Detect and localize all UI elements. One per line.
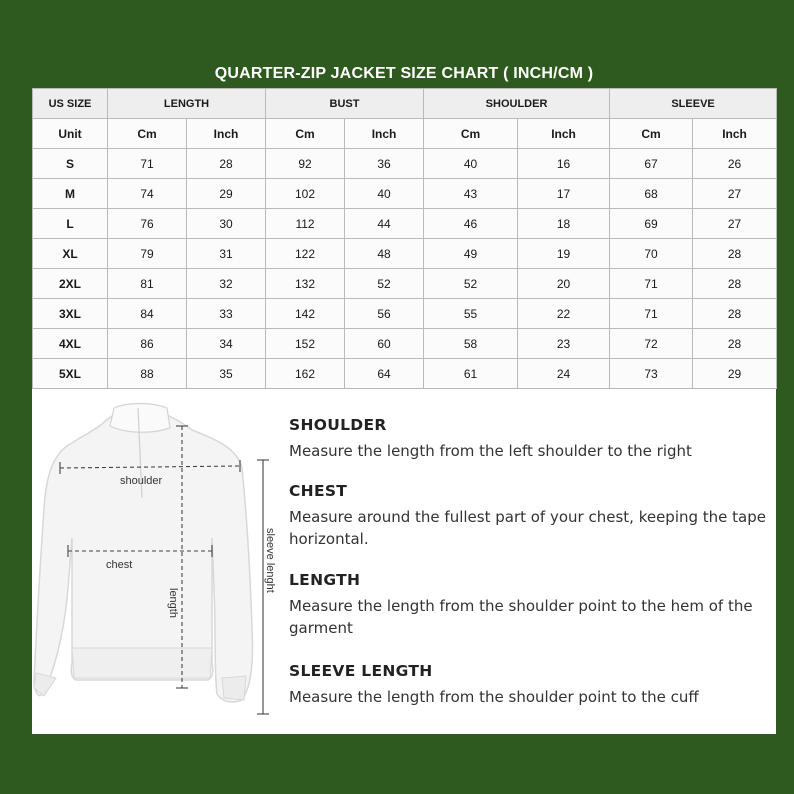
- measurement-cell: 74: [108, 179, 187, 209]
- collar: [110, 404, 170, 433]
- definition-length: [289, 571, 769, 639]
- measurement-cell: 68: [610, 179, 693, 209]
- group-header-row: [33, 89, 777, 119]
- size-cell: L: [33, 209, 108, 239]
- measurement-cell: 23: [518, 329, 610, 359]
- unit-cell: Cm: [266, 119, 345, 149]
- measurement-cell: 86: [108, 329, 187, 359]
- definition-text: Measure the length from the left shoulder to the right: [289, 442, 692, 460]
- measurement-cell: 29: [693, 359, 777, 389]
- measurement-cell: 64: [345, 359, 424, 389]
- measurement-cell: 44: [345, 209, 424, 239]
- measurement-cell: 73: [610, 359, 693, 389]
- unit-cell: Cm: [108, 119, 187, 149]
- measurement-cell: 79: [108, 239, 187, 269]
- measurement-cell: 43: [424, 179, 518, 209]
- measurement-cell: 34: [187, 329, 266, 359]
- measurement-cell: 28: [187, 149, 266, 179]
- measurement-cell: 24: [518, 359, 610, 389]
- measurement-cell: 71: [108, 149, 187, 179]
- definition-sleeve-length: [289, 662, 769, 708]
- definition-chest: [289, 482, 769, 550]
- measurement-cell: 61: [424, 359, 518, 389]
- size-cell: S: [33, 149, 108, 179]
- definition-text: Measure around the fullest part of your chest, keeping the tape horizontal.: [289, 508, 766, 548]
- chart-title: QUARTER-ZIP JACKET SIZE CHART ( INCH/CM ): [32, 58, 776, 88]
- size-cell: 4XL: [33, 329, 108, 359]
- measurement-cell: 26: [693, 149, 777, 179]
- measurement-cell: 16: [518, 149, 610, 179]
- unit-row: [33, 119, 777, 149]
- table-row: [33, 359, 777, 389]
- size-cell: M: [33, 179, 108, 209]
- length-label: length: [167, 588, 179, 618]
- measurement-cell: 36: [345, 149, 424, 179]
- unit-cell: Cm: [610, 119, 693, 149]
- measurement-cell: 69: [610, 209, 693, 239]
- right-cuff: [222, 676, 246, 700]
- size-cell: 2XL: [33, 269, 108, 299]
- measurement-cell: 35: [187, 359, 266, 389]
- shoulder-label: shoulder: [120, 475, 163, 487]
- measurement-cell: 88: [108, 359, 187, 389]
- measurement-cell: 40: [424, 149, 518, 179]
- shoulder-header: SHOULDER: [424, 89, 610, 119]
- measurement-cell: 32: [187, 269, 266, 299]
- measurement-cell: 20: [518, 269, 610, 299]
- size-column-header: US SIZE: [33, 89, 108, 119]
- measurement-cell: 46: [424, 209, 518, 239]
- measurement-cell: 58: [424, 329, 518, 359]
- definition-text: Measure the length from the shoulder point to the hem of the garment: [289, 597, 753, 637]
- measurement-cell: 71: [610, 299, 693, 329]
- measurement-cell: 40: [345, 179, 424, 209]
- measurement-cell: 52: [424, 269, 518, 299]
- size-cell: 5XL: [33, 359, 108, 389]
- sleeve-label: sleeve lenght: [264, 528, 276, 593]
- measurement-cell: 92: [266, 149, 345, 179]
- size-cell: 3XL: [33, 299, 108, 329]
- unit-cell: Inch: [693, 119, 777, 149]
- measurement-cell: 28: [693, 299, 777, 329]
- measurement-cell: 71: [610, 269, 693, 299]
- table-row: [33, 179, 777, 209]
- unit-cell: Cm: [424, 119, 518, 149]
- measurement-cell: 17: [518, 179, 610, 209]
- definition-heading: LENGTH: [289, 571, 361, 589]
- table-row: [33, 329, 777, 359]
- measurement-cell: 81: [108, 269, 187, 299]
- measurement-cell: 31: [187, 239, 266, 269]
- measurement-cell: 28: [693, 329, 777, 359]
- size-chart-card: [32, 58, 776, 734]
- measurement-cell: 55: [424, 299, 518, 329]
- measurement-cell: 33: [187, 299, 266, 329]
- definition-heading: SLEEVE LENGTH: [289, 662, 433, 680]
- measurement-cell: 152: [266, 329, 345, 359]
- unit-cell: Inch: [187, 119, 266, 149]
- definition-heading: CHEST: [289, 482, 348, 500]
- measurement-cell: 29: [187, 179, 266, 209]
- measurement-cell: 70: [610, 239, 693, 269]
- definition-shoulder: [289, 416, 769, 462]
- length-header: LENGTH: [108, 89, 266, 119]
- size-table: [32, 88, 777, 389]
- table-row: [33, 149, 777, 179]
- measurement-cell: 49: [424, 239, 518, 269]
- sleeve-header: SLEEVE: [610, 89, 777, 119]
- measurement-cell: 28: [693, 269, 777, 299]
- measurement-cell: 72: [610, 329, 693, 359]
- unit-cell: Inch: [345, 119, 424, 149]
- measurement-cell: 52: [345, 269, 424, 299]
- measurement-cell: 27: [693, 179, 777, 209]
- bust-header: BUST: [266, 89, 424, 119]
- measurement-cell: 60: [345, 329, 424, 359]
- measurement-cell: 48: [345, 239, 424, 269]
- size-cell: XL: [33, 239, 108, 269]
- table-row: [33, 239, 777, 269]
- measurement-cell: 56: [345, 299, 424, 329]
- unit-label: Unit: [33, 119, 108, 149]
- measurement-cell: 76: [108, 209, 187, 239]
- definition-heading: SHOULDER: [289, 416, 387, 434]
- measurement-cell: 122: [266, 239, 345, 269]
- chest-label: chest: [106, 559, 133, 571]
- size-rows: [33, 149, 777, 389]
- table-row: [33, 209, 777, 239]
- unit-cell: Inch: [518, 119, 610, 149]
- measurement-cell: 67: [610, 149, 693, 179]
- table-row: [33, 299, 777, 329]
- measurement-guide: [32, 388, 776, 734]
- definition-text: Measure the length from the shoulder point to the cuff: [289, 688, 699, 706]
- measurement-cell: 162: [266, 359, 345, 389]
- measurement-cell: 132: [266, 269, 345, 299]
- hem-band: [72, 648, 212, 678]
- measurement-cell: 84: [108, 299, 187, 329]
- measurement-cell: 28: [693, 239, 777, 269]
- measurement-cell: 18: [518, 209, 610, 239]
- measurement-cell: 27: [693, 209, 777, 239]
- sweater-illustration: [32, 388, 282, 734]
- measurement-cell: 142: [266, 299, 345, 329]
- measurement-cell: 22: [518, 299, 610, 329]
- measurement-cell: 112: [266, 209, 345, 239]
- measurement-cell: 102: [266, 179, 345, 209]
- measurement-cell: 30: [187, 209, 266, 239]
- table-row: [33, 269, 777, 299]
- measurement-cell: 19: [518, 239, 610, 269]
